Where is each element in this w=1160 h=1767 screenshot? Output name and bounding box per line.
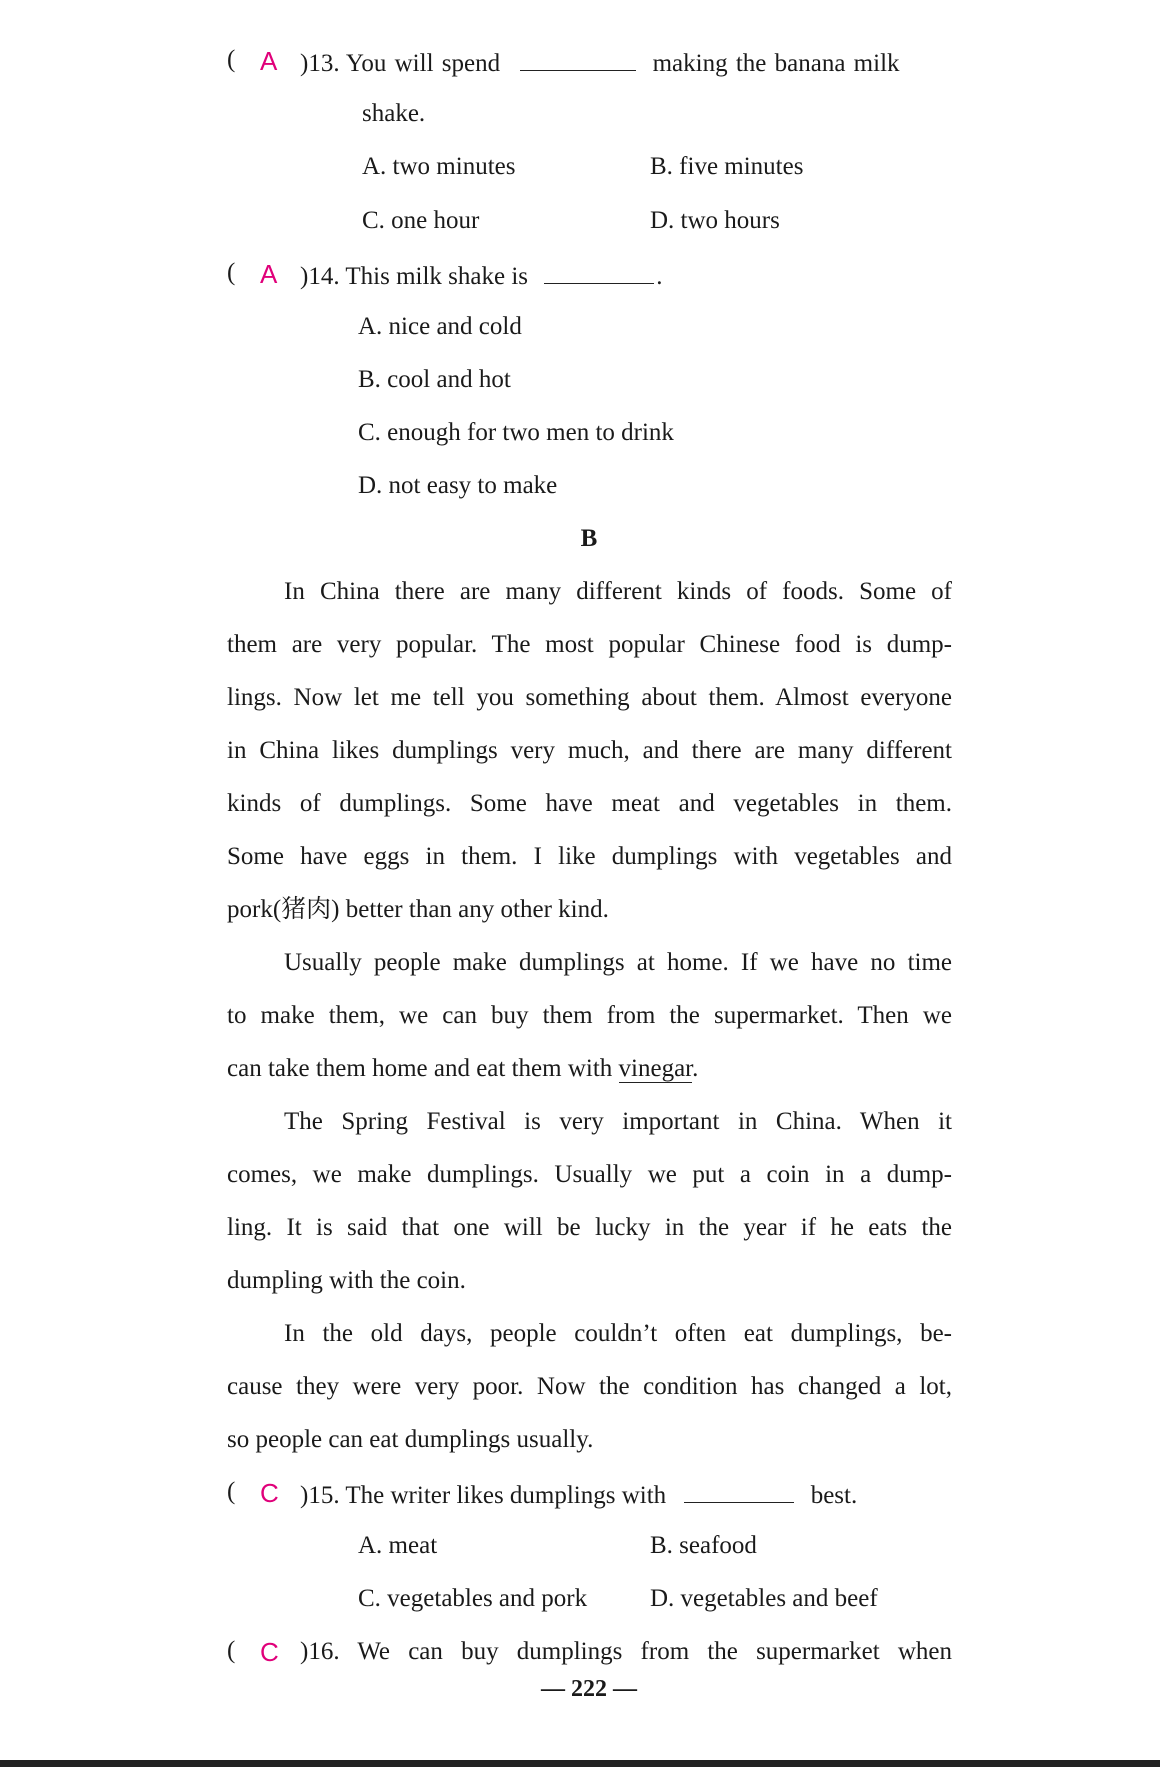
answer-paren-open: ( [227,1478,236,1505]
answer-blank [684,1478,794,1503]
section-heading: B [580,525,598,552]
option-c: C. vegetables and pork [358,1585,588,1612]
passage-line: kinds of dumplings. Some have meat and vegetables in them. [227,790,952,817]
passage-line: ling. It is said that one will be lucky in the year if he eats the [227,1214,952,1241]
underlined-word: vinegar [618,1055,693,1082]
passage-line: dumpling with the coin. [227,1267,466,1294]
passage-line: can take them home and eat them with vinegar. [227,1055,699,1082]
passage-line: The Spring Festival is very important in China. When it [284,1108,952,1135]
option-d: D. not easy to make [358,472,558,499]
answer-mark: C [260,1637,279,1667]
option-a: A. two minutes [362,153,516,180]
option-b: B. seafood [650,1532,757,1559]
passage-line: comes, we make dumplings. Usually we put a coin in a dump- [227,1161,952,1188]
answer-paren-open: ( [227,46,236,73]
passage-line: cause they were very poor. Now the condition has changed a lot, [227,1373,952,1400]
option-b: B. cool and hot [358,366,511,393]
passage-line: Usually people make dumplings at home. If we have no time [284,949,952,976]
question-number: )16. [300,1638,340,1665]
answer-mark: A [260,259,278,289]
answer-paren-open: ( [227,259,236,286]
passage-line: In the old days, people couldn’t often eat dumplings, be- [284,1320,952,1347]
question-stem: )16. We can buy dumplings from the supermarket when [300,1638,952,1665]
option-a: A. nice and cold [358,313,522,340]
option-a: A. meat [358,1532,438,1559]
passage-line: to make them, we can buy them from the supermarket. Then we [227,1002,952,1029]
passage-line: Some have eggs in them. I like dumplings with vegetables and [227,843,952,870]
question-stem: )13. You will spend making the banana milk [300,46,952,76]
passage-line: lings. Now let me tell you something about them. Almost everyone [227,684,952,711]
question-stem-continued: shake. [362,100,426,127]
passage-line: In China there are many different kinds of foods. Some of [284,578,952,605]
option-b: B. five minutes [650,153,804,180]
answer-blank [544,259,654,284]
passage-line: pork(猪肉) better than any other kind. [227,896,609,923]
option-d: D. vegetables and beef [650,1585,878,1612]
answer-paren-open: ( [227,1637,236,1664]
answer-blank [520,46,636,71]
option-c: C. enough for two men to drink [358,419,674,446]
question-stem: )14. This milk shake is . [300,259,663,289]
option-c: C. one hour [362,207,480,234]
passage-line: them are very popular. The most popular Chinese food is dump- [227,631,952,658]
passage-line: so people can eat dumplings usually. [227,1426,594,1453]
answer-mark: A [260,46,278,76]
option-d: D. two hours [650,207,780,234]
question-stem: )15. The writer likes dumplings with best. [300,1478,857,1508]
question-number: )15. [300,1482,340,1509]
passage-line: in China likes dumplings very much, and there are many different [227,737,952,764]
page-number: — 222 — [541,1676,637,1702]
question-number: )13. [300,50,340,77]
bottom-edge-bar [0,1760,1160,1767]
question-number: )14. [300,263,340,290]
answer-mark: C [260,1478,279,1508]
